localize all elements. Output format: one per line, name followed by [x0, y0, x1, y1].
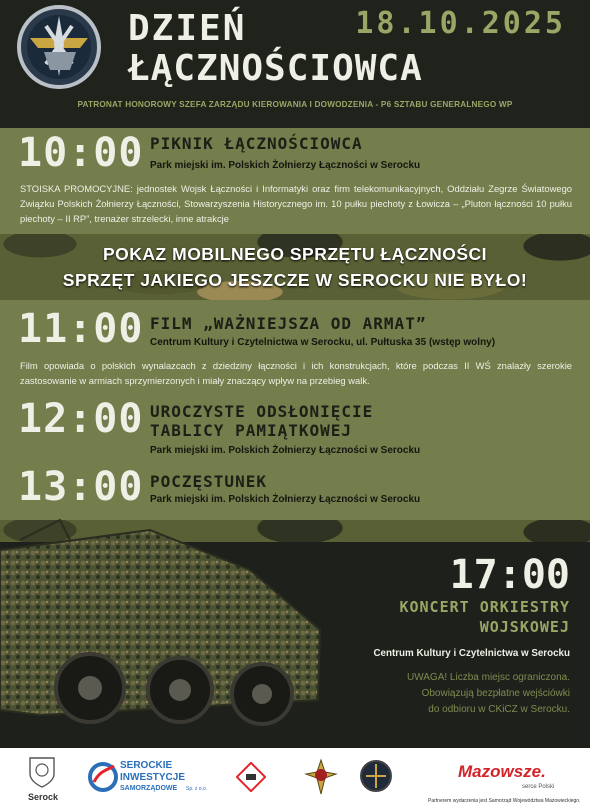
- event-place: Park miejski im. Polskich Żołnierzy Łączności w Serocku: [150, 160, 421, 171]
- mazowsze-tagline: serce Polski: [522, 784, 555, 790]
- notice-line-1: UWAGA! Liczba miejsc ograniczona.: [406, 672, 570, 683]
- sponsor-footer: [0, 748, 590, 810]
- military-cross-emblem-icon: [304, 758, 338, 796]
- notice-line-2: Obowiązują bezpłatne wejściówki: [421, 688, 570, 699]
- event-time: 12:00: [18, 396, 144, 442]
- event-place: Park miejski im. Polskich Żołnierzy Łączności w Serocku: [150, 445, 421, 456]
- armored-vehicle-image: [0, 510, 330, 740]
- serock-label: Serock: [28, 792, 59, 802]
- seroc-suffix: Sp. z o.o.: [186, 786, 208, 792]
- concert-title-line-1: KONCERT ORKIESTRY: [399, 598, 570, 616]
- banner-line-1: POKAZ MOBILNEGO SPRZĘTU ŁĄCZNOŚCI: [103, 244, 487, 264]
- event-place: Centrum Kultury i Czytelnictwa w Serocku, ul. Pułtuska 35 (wstęp wolny): [150, 337, 496, 348]
- culture-center-logo-icon: [236, 762, 266, 792]
- event-title: FILM „WAŻNIEJSZA OD ARMAT”: [150, 314, 427, 333]
- event-time: 13:00: [18, 464, 144, 510]
- title-line-2: ŁĄCZNOŚCIOWCA: [128, 48, 423, 89]
- serock-coat-of-arms-icon: [28, 756, 56, 788]
- header: [0, 0, 590, 128]
- signal-association-logo-icon: [358, 758, 394, 794]
- event-time: 11:00: [18, 306, 144, 352]
- seroc-line-2: INWESTYCJE: [120, 772, 186, 783]
- concert-place: Centrum Kultury i Czytelnictwa w Serocku: [373, 648, 570, 659]
- title-line-1: DZIEŃ: [128, 8, 247, 49]
- seroc-line-3: SAMORZĄDOWE: [120, 785, 178, 792]
- concert-title-line-2: WOJSKOWEJ: [479, 618, 570, 636]
- event-place: Park miejski im. Polskich Żołnierzy Łączności w Serocku: [150, 494, 421, 505]
- signal-corps-emblem-icon: [16, 4, 102, 90]
- notice-line-3: do odbioru w CKiCZ w Serocku.: [428, 704, 570, 715]
- event-title: PIKNIK ŁĄCZNOŚCIOWCA: [150, 134, 363, 153]
- event-title-line-2: TABLICY PAMIĄTKOWEJ: [150, 421, 353, 440]
- event-description: STOISKA PROMOCYJNE: jednostek Wojsk Łączności i Informatyki oraz firm telekomunikacyjnych, Oddziału Zegrze Światowego Związku Polskich Żołnierzy Łączności, Stowarzyszenia Historycznego im. 10 pułku piechoty z Łowicza – „Pluton łączności 10 pułku piechoty – II RP”, trenażer strzelecki, inne atrakcje: [20, 183, 572, 224]
- banner-line-2: SPRZĘT JAKIEGO JESZCZE W SEROCKU NIE BYŁO!: [62, 270, 528, 290]
- patronage-note: PATRONAT HONOROWY SZEFA ZARZĄDU KIEROWANIA I DOWODZENIA - P6 SZTABU GENERALNEGO WP: [77, 100, 513, 109]
- concert-time: 17:00: [449, 552, 570, 598]
- event-time: 10:00: [18, 130, 144, 176]
- event-title-line-1: UROCZYSTE ODSŁONIĘCIE: [150, 402, 374, 421]
- partner-note: Partnerem wydarzenia jest Samorząd Województwa Mazowieckiego.: [428, 798, 581, 804]
- seroc-investments-logo-icon: [88, 760, 118, 794]
- seroc-line-1: SEROCKIE: [120, 760, 173, 771]
- event-date: 18.10.2025: [355, 6, 566, 41]
- event-title: POCZĘSTUNEK: [150, 472, 267, 491]
- mazowsze-wordmark: Mazowsze.: [458, 762, 546, 781]
- event-description: Film opowiada o polskich wynalazcach z dziedziny łączności i ich konstrukcjach, które podczas II WŚ znalazły szerokie zastosowanie w armiach sprzymierzonych i miały znaczący wpływ na przebieg walk.: [20, 360, 572, 386]
